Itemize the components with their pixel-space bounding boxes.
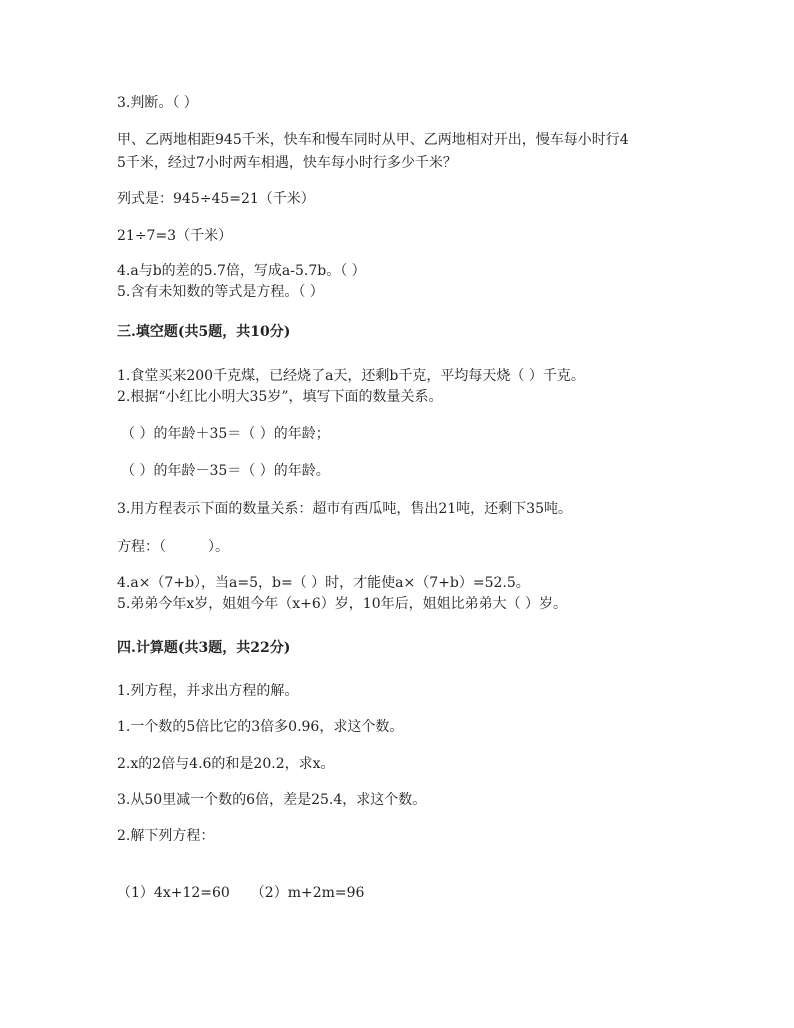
q3-formula1: 列式是：945÷45=21（千米） <box>117 191 315 207</box>
section4-heading: 四.计算题(共3题，共22分) <box>117 640 291 656</box>
calc-question-1-2: 2.x的2倍与4.6的和是20.2，求x。 <box>117 756 335 772</box>
q3-problem-line1: 甲、乙两地相距945千米，快车和慢车同时从甲、乙两地相对开出，慢车每小时行4 <box>117 132 629 148</box>
q4-judge: 4.a与b的差的5.7倍，写成a-5.7b。（ ） <box>117 263 366 279</box>
q3-formula2: 21÷7=3（千米） <box>117 228 233 244</box>
section3-heading: 三.填空题(共5题，共10分) <box>117 324 291 340</box>
fill-question-2b: （ ）的年龄－35＝（ ）的年龄。 <box>121 463 330 479</box>
fill-question-5: 5.弟弟今年x岁，姐姐今年（x+6）岁，10年后，姐姐比弟弟大（ ）岁。 <box>117 596 568 612</box>
q5-judge: 5.含有未知数的等式是方程。（ ） <box>117 284 324 300</box>
fill-question-2: 2.根据“小红比小明大35岁”，填写下面的数量关系。 <box>117 389 443 405</box>
fill-question-3-answer: 方程：（ ）。 <box>117 539 229 555</box>
calc-question-1-3: 3.从50里减一个数的6倍，差是25.4，求这个数。 <box>117 792 427 808</box>
q3-problem-line2: 5千米，经过7小时两车相遇，快车每小时行多少千米？ <box>117 155 457 171</box>
calc-question-2: 2.解下列方程： <box>117 828 215 844</box>
calc-question-1-1: 1.一个数的5倍比它的3倍多0.96，求这个数。 <box>117 719 404 735</box>
fill-question-1: 1.食堂买来200千克煤，已经烧了a天，还剩b千克，平均每天烧（ ）千克。 <box>117 368 585 384</box>
calc-question-2-equations: （1）4x+12=60 （2）m+2m=96 <box>117 885 365 901</box>
calc-question-1: 1.列方程，并求出方程的解。 <box>117 683 299 699</box>
fill-question-4: 4.a×（7+b），当a=5，b=（ ）时，才能使a×（7+b）=52.5。 <box>117 575 530 591</box>
fill-question-2a: （ ）的年龄＋35＝（ ）的年龄； <box>121 426 330 442</box>
fill-question-3: 3.用方程表示下面的数量关系：超市有西瓜吨，售出21吨，还剩下35吨。 <box>117 501 572 517</box>
q3-judge: 3.判断。（ ） <box>117 95 198 111</box>
